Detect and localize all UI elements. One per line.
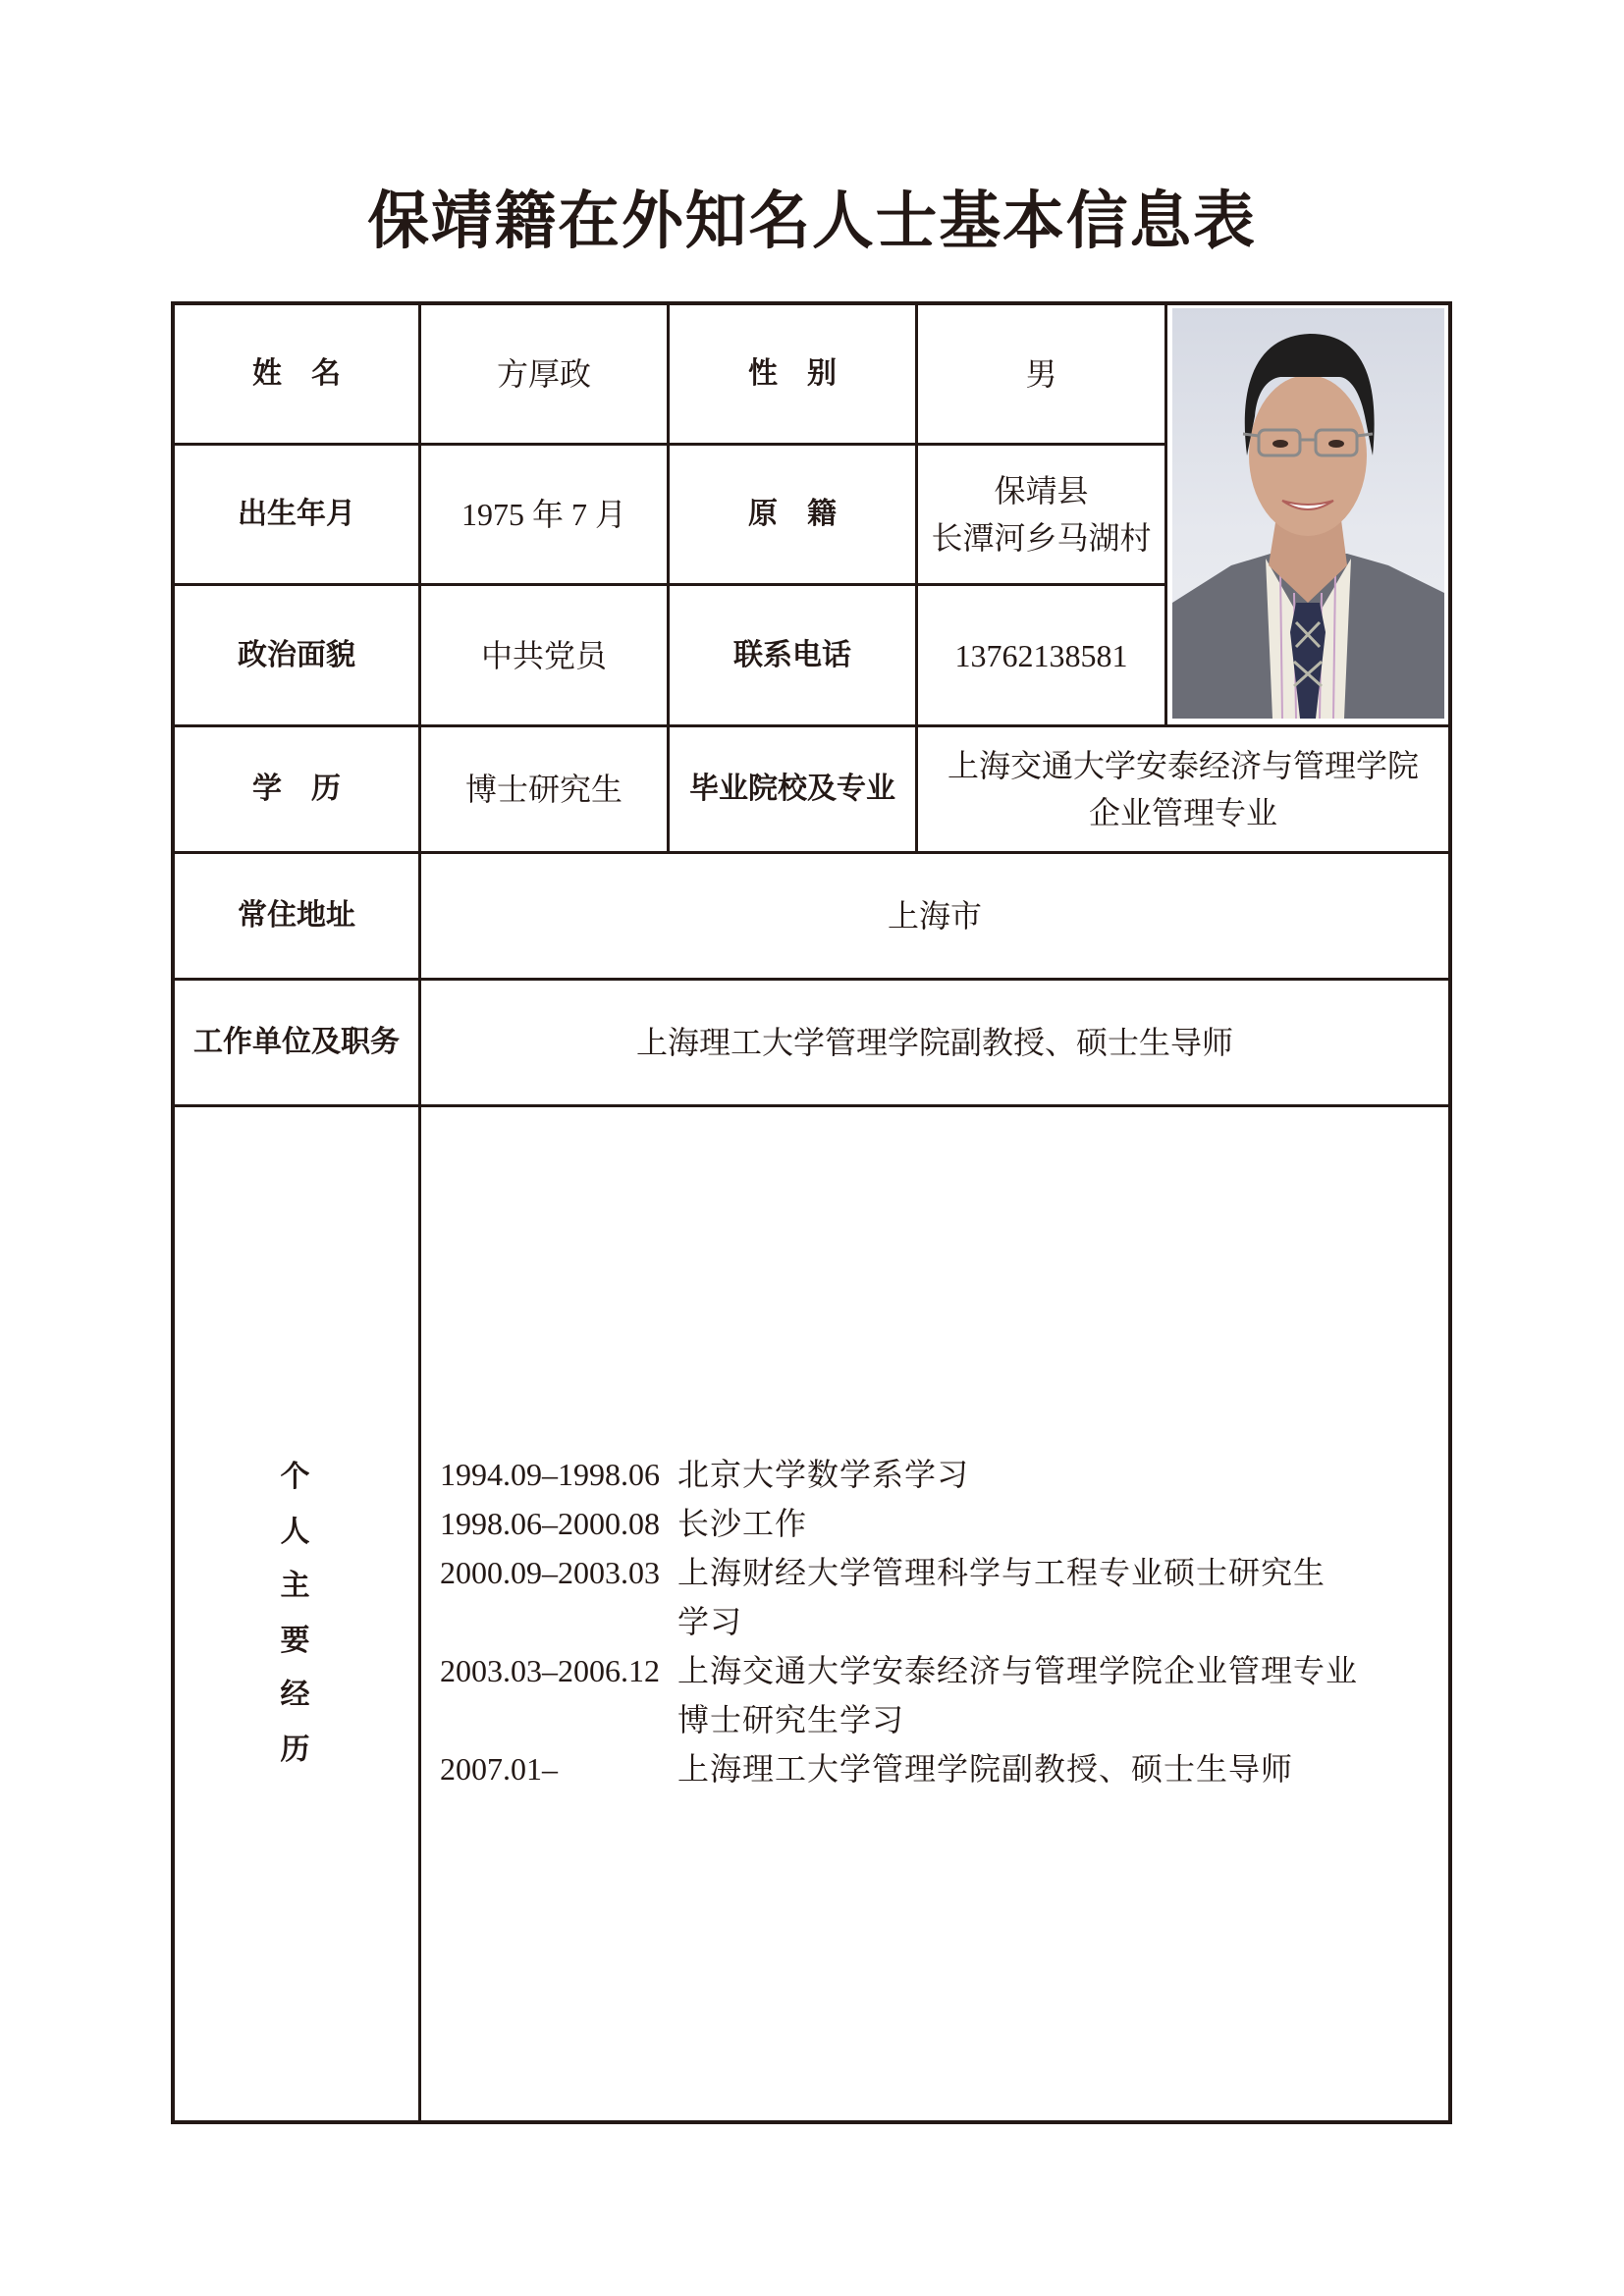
experience-list xyxy=(440,1450,1441,1793)
table-border-right xyxy=(1448,301,1452,2124)
row-divider xyxy=(171,1104,1452,1107)
experience-desc-line: 上海理工大学管理学院副教授、硕士生导师 xyxy=(677,1751,1294,1787)
work-label: 工作单位及职务 xyxy=(193,1025,400,1059)
experience-desc xyxy=(677,1548,1441,1646)
birth-value: 1975 年 7 月 xyxy=(460,497,626,532)
experience-desc-line: 博士研究生学习 xyxy=(677,1702,905,1737)
experience-date: 2007.01– xyxy=(440,1751,558,1787)
experience-label-char: 要 xyxy=(280,1623,310,1658)
origin-value xyxy=(918,446,1164,583)
origin-value-line2: 长潭河乡马湖村 xyxy=(931,520,1152,556)
birth-label: 出生年月 xyxy=(238,497,355,531)
experience-date: 2000.09–2003.03 xyxy=(440,1555,660,1590)
phone-label: 联系电话 xyxy=(733,637,851,672)
experience-desc-line: 北京大学数学系学习 xyxy=(677,1457,970,1492)
list-item xyxy=(440,1548,1441,1646)
experience-date: 1998.06–2000.08 xyxy=(440,1506,660,1541)
list-item xyxy=(440,1744,1441,1793)
address-value: 上海市 xyxy=(887,898,982,934)
list-item xyxy=(440,1646,1441,1744)
name-label: 姓名 xyxy=(252,356,370,391)
address-label: 常住地址 xyxy=(238,898,355,933)
experience-label-char: 主 xyxy=(280,1569,310,1603)
portrait-photo xyxy=(1172,308,1444,719)
education-label: 学历 xyxy=(252,772,370,806)
page-title: 保靖籍在外知名人士基本信息表 xyxy=(367,185,1257,258)
gender-value: 男 xyxy=(1025,356,1057,392)
table-border-bottom xyxy=(171,2120,1452,2124)
work-value: 上海理工大学管理学院副教授、硕士生导师 xyxy=(635,1025,1233,1060)
experience-desc xyxy=(677,1450,1441,1499)
experience-desc-line: 上海财经大学管理科学与工程专业硕士研究生 xyxy=(677,1555,1326,1590)
experience-label-char: 历 xyxy=(280,1732,310,1767)
list-item xyxy=(440,1450,1441,1499)
school-value-line1: 上海交通大学安泰经济与管理学院 xyxy=(947,748,1419,783)
experience-desc-line: 长沙工作 xyxy=(677,1506,808,1541)
education-value: 博士研究生 xyxy=(464,772,623,807)
phone-value: 13762138581 xyxy=(954,637,1128,673)
list-item xyxy=(440,1499,1441,1548)
experience-desc-line: 上海交通大学安泰经济与管理学院企业管理专业 xyxy=(677,1653,1359,1688)
experience-label-char: 个 xyxy=(280,1460,310,1494)
experience-label xyxy=(171,1450,419,1777)
col-divider xyxy=(1164,301,1167,726)
experience-desc xyxy=(677,1499,1441,1548)
experience-label-char: 经 xyxy=(280,1678,310,1712)
political-label: 政治面貌 xyxy=(238,637,355,672)
experience-desc xyxy=(677,1646,1441,1744)
portrait-icon xyxy=(1172,308,1444,719)
name-value: 方厚政 xyxy=(496,356,591,392)
info-table xyxy=(171,301,1452,2124)
origin-label: 原籍 xyxy=(748,497,866,531)
origin-value-line1: 保靖县 xyxy=(994,473,1089,508)
school-label: 毕业院校及专业 xyxy=(689,772,895,806)
gender-label: 性别 xyxy=(748,356,866,391)
political-value: 中共党员 xyxy=(480,637,607,673)
experience-desc-line: 学习 xyxy=(677,1604,743,1639)
experience-date: 2003.03–2006.12 xyxy=(440,1653,660,1688)
experience-desc xyxy=(677,1744,1441,1793)
school-value-line2: 企业管理专业 xyxy=(1088,795,1277,830)
experience-date: 1994.09–1998.06 xyxy=(440,1457,660,1492)
experience-label-char: 人 xyxy=(280,1514,310,1549)
school-value xyxy=(918,727,1448,851)
